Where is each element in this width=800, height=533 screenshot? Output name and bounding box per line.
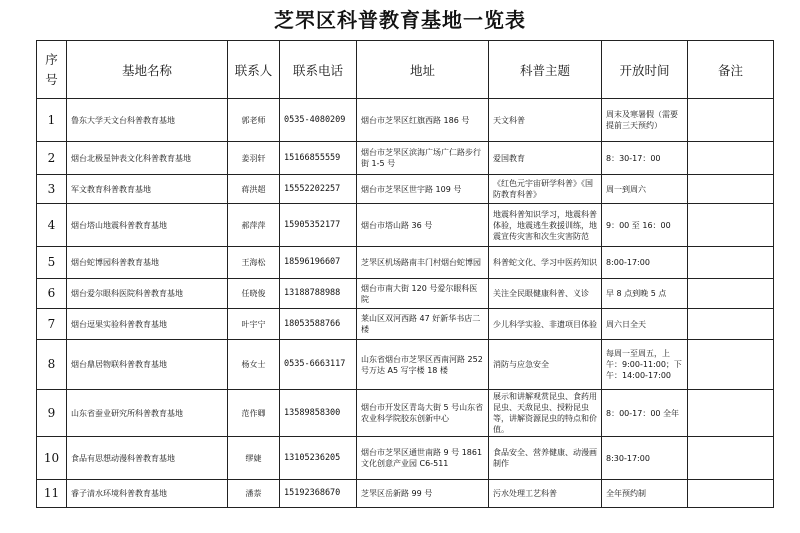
note-cell	[688, 204, 774, 247]
contact-person-cell: 缪婕	[228, 437, 280, 480]
contact-phone-cell: 0535-6663117	[280, 340, 357, 390]
opening-hours-cell: 8：00-17：00 全年	[602, 390, 688, 437]
science-theme-cell: 食品安全、营养健康、动漫画制作	[489, 437, 602, 480]
header-hours: 开放时间	[602, 41, 688, 99]
row-number-cell: 8	[37, 340, 67, 390]
contact-phone-cell: 18053588766	[280, 309, 357, 340]
address-cell: 烟台市芝罘区世宇路 109 号	[357, 175, 489, 204]
note-cell	[688, 247, 774, 279]
table-row	[37, 99, 774, 142]
contact-phone-cell: 15166855559	[280, 142, 357, 175]
contact-person-cell: 姜羽轩	[228, 142, 280, 175]
note-cell	[688, 340, 774, 390]
table-row	[37, 279, 774, 309]
opening-hours-cell: 周一到周六	[602, 175, 688, 204]
address-cell: 芝罘区岳新路 99 号	[357, 480, 489, 508]
opening-hours-cell: 8:00-17:00	[602, 247, 688, 279]
contact-person-cell: 任晓俊	[228, 279, 280, 309]
row-number-cell: 7	[37, 309, 67, 340]
note-cell	[688, 437, 774, 480]
table-row	[37, 142, 774, 175]
contact-phone-cell: 13188788988	[280, 279, 357, 309]
address-cell: 烟台市芝罘区红旗西路 186 号	[357, 99, 489, 142]
note-cell	[688, 99, 774, 142]
contact-person-cell: 郭老师	[228, 99, 280, 142]
table-row	[37, 480, 774, 508]
page-title: 芝罘区科普教育基地一览表	[274, 8, 526, 32]
header-note: 备注	[688, 41, 774, 99]
header-seq: 序 号	[37, 41, 67, 99]
row-number-cell: 1	[37, 99, 67, 142]
contact-person-cell: 蒋洪超	[228, 175, 280, 204]
opening-hours-cell: 早 8 点到晚 5 点	[602, 279, 688, 309]
row-number-cell: 3	[37, 175, 67, 204]
note-cell	[688, 480, 774, 508]
table-row	[37, 437, 774, 480]
opening-hours-cell: 每周一至周五，上午：9:00-11:00；下午：14:00-17:00	[602, 340, 688, 390]
row-number-cell: 6	[37, 279, 67, 309]
base-list-table	[36, 40, 774, 508]
opening-hours-cell: 周六日全天	[602, 309, 688, 340]
base-name-cell: 烟台逗果实验科普教育基地	[67, 309, 228, 340]
row-number-cell: 11	[37, 480, 67, 508]
base-name-cell: 烟台北极星钟表文化科普教育基地	[67, 142, 228, 175]
science-theme-cell: 污水处理工艺科普	[489, 480, 602, 508]
science-theme-cell: 天文科普	[489, 99, 602, 142]
science-theme-cell: 《红色元宇宙研学科普》《国防教育科普》	[489, 175, 602, 204]
science-theme-cell: 地震科普知识学习，地震科普体验，地震逃生救援训练，地震宣传灾害和次生灾害防范	[489, 204, 602, 247]
note-cell	[688, 390, 774, 437]
opening-hours-cell: 全年预约制	[602, 480, 688, 508]
note-cell	[688, 309, 774, 340]
contact-phone-cell: 15552202257	[280, 175, 357, 204]
address-cell: 烟台市开发区青岛大街 5 号山东省农业科学院胶东创新中心	[357, 390, 489, 437]
base-name-cell: 食品有思想动漫科普教育基地	[67, 437, 228, 480]
science-theme-cell: 少儿科学实验、非遗项目体验	[489, 309, 602, 340]
contact-person-cell: 叶宇宁	[228, 309, 280, 340]
table-row	[37, 390, 774, 437]
opening-hours-cell: 8:30-17:00	[602, 437, 688, 480]
address-cell: 莱山区双河西路 47 好新华书店二楼	[357, 309, 489, 340]
contact-person-cell: 范作卿	[228, 390, 280, 437]
address-cell: 山东省烟台市芝罘区西南河路 252 号万达 A5 写字楼 18 楼	[357, 340, 489, 390]
table-row	[37, 204, 774, 247]
opening-hours-cell: 周末及寒暑假（需要提前三天预约）	[602, 99, 688, 142]
science-theme-cell: 科普蛇文化、学习中医药知识	[489, 247, 602, 279]
row-number-cell: 10	[37, 437, 67, 480]
science-theme-cell: 关注全民眼健康科普、义诊	[489, 279, 602, 309]
base-name-cell: 睿子清水环境科普教育基地	[67, 480, 228, 508]
header-name: 基地名称	[67, 41, 228, 99]
contact-phone-cell: 13105236205	[280, 437, 357, 480]
address-cell: 芝罘区机场路南丰门村烟台蛇博园	[357, 247, 489, 279]
table-row	[37, 340, 774, 390]
base-name-cell: 军文教育科普教育基地	[67, 175, 228, 204]
table-row	[37, 247, 774, 279]
base-name-cell: 烟台鼎居物联科普教育基地	[67, 340, 228, 390]
row-number-cell: 2	[37, 142, 67, 175]
address-cell: 烟台市芝罘区通世南路 9 号 1861 文化创意产业园 C6-511	[357, 437, 489, 480]
address-cell: 烟台市芝罘区滨海广场广仁路步行街 1-5 号	[357, 142, 489, 175]
base-name-cell: 山东省蚕业研究所科普教育基地	[67, 390, 228, 437]
contact-person-cell: 郝萍萍	[228, 204, 280, 247]
contact-phone-cell: 0535-4080209	[280, 99, 357, 142]
contact-phone-cell: 15905352177	[280, 204, 357, 247]
header-phone: 联系电话	[280, 41, 357, 99]
science-theme-cell: 展示和讲解观赏昆虫、食药用昆虫、天敌昆虫、授粉昆虫等，讲解资源昆虫的特点和价值。	[489, 390, 602, 437]
table-row	[37, 309, 774, 340]
base-name-cell: 烟台爱尔眼科医院科普教育基地	[67, 279, 228, 309]
contact-person-cell: 杨女士	[228, 340, 280, 390]
base-name-cell: 鲁东大学天文台科普教育基地	[67, 99, 228, 142]
header-address: 地址	[357, 41, 489, 99]
table-row	[37, 175, 774, 204]
address-cell: 烟台市南大街 120 号爱尔眼科医院	[357, 279, 489, 309]
note-cell	[688, 279, 774, 309]
note-cell	[688, 142, 774, 175]
contact-phone-cell: 13589858300	[280, 390, 357, 437]
header-contact: 联系人	[228, 41, 280, 99]
opening-hours-cell: 8：30-17：00	[602, 142, 688, 175]
science-theme-cell: 消防与应急安全	[489, 340, 602, 390]
base-name-cell: 烟台塔山地震科普教育基地	[67, 204, 228, 247]
row-number-cell: 4	[37, 204, 67, 247]
row-number-cell: 5	[37, 247, 67, 279]
note-cell	[688, 175, 774, 204]
science-theme-cell: 爱国教育	[489, 142, 602, 175]
contact-phone-cell: 18596196607	[280, 247, 357, 279]
opening-hours-cell: 9：00 至 16：00	[602, 204, 688, 247]
base-name-cell: 烟台蛇博园科普教育基地	[67, 247, 228, 279]
contact-person-cell: 潘萘	[228, 480, 280, 508]
contact-phone-cell: 15192368670	[280, 480, 357, 508]
contact-person-cell: 王海松	[228, 247, 280, 279]
header-row	[37, 41, 774, 99]
header-theme: 科普主题	[489, 41, 602, 99]
address-cell: 烟台市塔山路 36 号	[357, 204, 489, 247]
row-number-cell: 9	[37, 390, 67, 437]
